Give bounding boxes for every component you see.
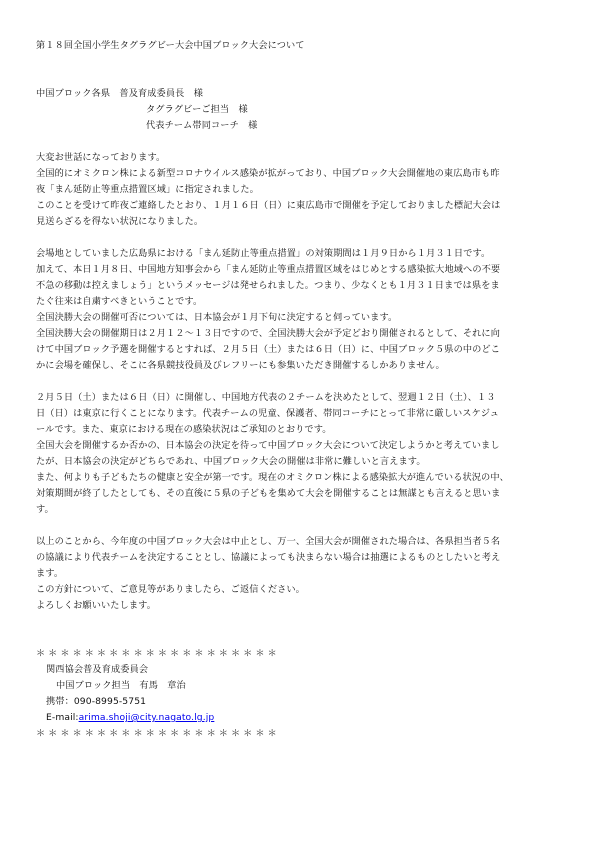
paragraph-line: ２月５日（土）または６日（日）に開催し、中国地方代表の２チームを決めたとして、翌週１２日（土）、１３	[36, 392, 496, 403]
email-link[interactable]: arima.shoji@city.nagato.lg.jp	[78, 712, 215, 723]
spacer	[36, 518, 566, 534]
addressee-line: タグラグビーご担当 様	[146, 104, 248, 115]
addressee-line: 代表チーム帯同コーチ 様	[146, 120, 258, 131]
signature-organization: 関西協会普及育成委員会	[46, 664, 149, 675]
paragraph-line: す。	[36, 504, 54, 515]
paragraph-line: けて中国ブロック予選を開催するとすれば、２月５日（土）または６日（日）に、中国ブロック５県の中のどこ	[36, 344, 501, 355]
paragraph-line: 不急の移動は控えましょう」というメッセージは発せられました。つまり、少なくとも１月３１日までは県をま	[36, 280, 500, 291]
paragraph-line: の協議により代表チームを決定することとし、協議によっても決まらない場合は抽選によるものとしたいと考え	[36, 552, 501, 563]
paragraph-line: 対策期間が終了したとしても、その直後に５県の子どもを集めて大会を開催することは無謀とも言えると思いま	[36, 488, 501, 499]
paragraph-line: たぐ往来は自粛すべきということです。	[36, 296, 203, 307]
document-body	[36, 38, 566, 742]
paragraph-line: 夜「まん延防止等重点措置区域」に指定されました。	[36, 184, 259, 195]
signature-divider: ＊＊＊＊＊＊＊＊＊＊＊＊＊＊＊＊＊＊＊＊	[36, 728, 280, 739]
paragraph-line: この方針について、ご意見等がありましたら、ご返信ください。	[36, 584, 305, 595]
paragraph-line: 全国大会を開催するか否かの、日本協会の決定を待って中国ブロック大会について決定しようかと考えていまし	[36, 440, 500, 451]
paragraph-line: 会場地としていました広島県における「まん延防止等重点措置」の対策期間は１月９日から１月３１日です。	[36, 248, 491, 259]
signature-divider: ＊＊＊＊＊＊＊＊＊＊＊＊＊＊＊＊＊＊＊＊	[36, 648, 280, 659]
paragraph-line: 加えて、本日１月８日、中国地方知事会から「まん延防止等重点措置区域をはじめとする感染拡大地域への不要	[36, 264, 501, 275]
spacer	[36, 54, 566, 70]
paragraph-line: 日（日）は東京に行くことになります。代表チームの児童、保護者、帯同コーチにとって非常に厳しいスケジュ	[36, 408, 500, 419]
paragraph-line: 全国的にオミクロン株による新型コロナウイルス感染が拡がっており、中国ブロック大会開催地の東広島市も昨	[36, 168, 500, 179]
paragraph-line: 全国決勝大会の開催期日は２月１２～１３日ですので、全国決勝大会が予定どおり開催されるとして、それに向	[36, 328, 501, 339]
paragraph-line: よろしくお願いいたします。	[36, 600, 157, 611]
spacer	[36, 374, 566, 390]
paragraph-line: 見送らざるを得ない状況になりました。	[36, 216, 204, 227]
paragraph-line: ールです。また、東京における現在の感染状況はご承知のとおりです。	[36, 424, 332, 435]
signature-person: 中国ブロック担当 有馬 章治	[56, 680, 186, 691]
spacer	[36, 70, 566, 86]
paragraph-line: このことを受けて昨夜ご連絡したとおり、１月１６日（日）に東広島市で開催を予定しておりました標記大会は	[36, 200, 501, 211]
signature-phone: 携帯：090-8995-5751	[46, 696, 147, 707]
spacer	[36, 230, 566, 246]
email-label: E-mail:	[46, 712, 79, 723]
paragraph-line: 大変お世話になっております。	[36, 152, 166, 163]
signature-email-row	[36, 710, 566, 726]
spacer	[36, 614, 566, 630]
addressee-line: 中国ブロック各県 普及育成委員長 様	[36, 88, 203, 99]
paragraph-line: また、何よりも子どもたちの健康と安全が第一です。現在のオミクロン株による感染拡大が進んでいる状況の中、	[36, 472, 509, 483]
spacer	[36, 134, 566, 150]
paragraph-line: たが、日本協会の決定がどちらであれ、中国ブロック大会の開催は非常に難しいと言えます。	[36, 456, 426, 467]
paragraph-line: ます。	[36, 568, 64, 579]
paragraph-line: かに会場を確保し、そこに各県競技役員及びレフリーにも参集いただき開催するしかありません。	[36, 360, 445, 371]
spacer	[36, 630, 566, 646]
document-title: 第１８回全国小学生タグラグビー大会中国ブロック大会について	[36, 40, 305, 51]
paragraph-line: 全国決勝大会の開催可否については、日本協会が１月下旬に決定すると伺っています。	[36, 312, 398, 323]
paragraph-line: 以上のことから、今年度の中国ブロック大会は中止とし、万一、全国大会が開催された場合は、各県担当者５名	[36, 536, 501, 547]
